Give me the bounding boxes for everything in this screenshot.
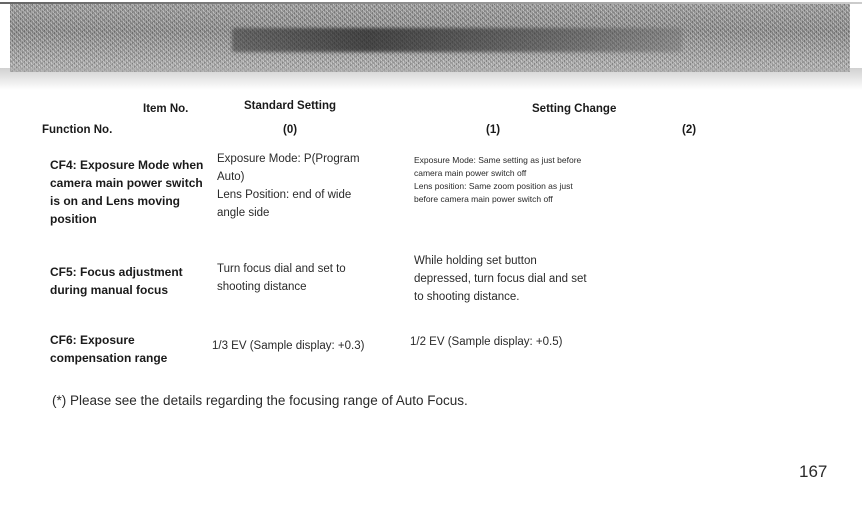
banner-shadow xyxy=(0,68,862,90)
section-banner xyxy=(10,4,850,72)
row-cf6-function: CF6: Exposure compensation range xyxy=(50,333,168,365)
header-item-no: Item No. xyxy=(143,103,189,115)
row-cf4-change-1: Exposure Mode: Same setting as just before camera main power switch off Lens position: Same zoom position as just before camera main power switch off xyxy=(414,155,582,204)
row-cf5-change-1: While holding set button depressed, turn focus dial and set to shooting distance. xyxy=(414,255,587,303)
page-number: 167 xyxy=(799,462,828,481)
row-cf4-function: CF4: Exposure Mode when camera main power switch is on and Lens moving position xyxy=(50,158,204,226)
row-cf4-standard: Exposure Mode: P(Program Auto) Lens Position: end of wide angle side xyxy=(217,153,360,219)
row-cf5-function: CF5: Focus adjustment during manual focus xyxy=(50,265,183,297)
row-cf6-change-1: 1/2 EV (Sample display: +0.5) xyxy=(410,336,563,348)
header-col-0: (0) xyxy=(283,124,298,136)
row-cf5-standard: Turn focus dial and set to shooting distance xyxy=(217,263,346,293)
banner-title-strip xyxy=(232,28,682,52)
header-setting-change: Setting Change xyxy=(532,103,617,115)
row-cf6-standard: 1/3 EV (Sample display: +0.3) xyxy=(212,340,365,352)
header-col-2: (2) xyxy=(682,124,697,136)
header-col-1: (1) xyxy=(486,124,501,136)
header-standard-setting: Standard Setting xyxy=(244,100,337,112)
header-function-no: Function No. xyxy=(42,124,113,136)
footnote: (*) Please see the details regarding the focusing range of Auto Focus. xyxy=(52,393,468,408)
